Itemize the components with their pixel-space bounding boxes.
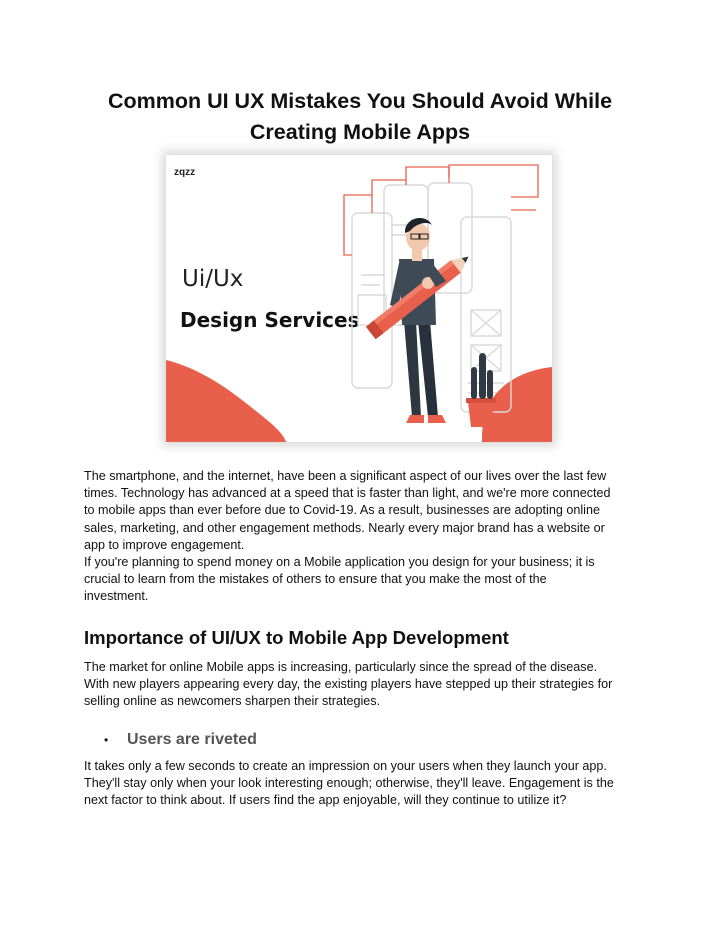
text-line: investment.	[84, 589, 149, 604]
title-line: Common UI UX Mistakes You Should Avoid While	[107, 89, 613, 113]
text-line: crucial to learn from the mistakes of others to ensure that you make the most of the	[84, 572, 547, 587]
text-line: With new players appearing every day, the existing players have stepped up their strategies for	[84, 677, 613, 692]
text-line: They'll stay only when your look interesting enough; otherwise, they'll leave. Engagement is the	[84, 776, 614, 791]
text-line: It takes only a few seconds to create an impression on your users when they launch your app.	[84, 759, 607, 773]
text-line: to mobile apps than ever before due to Covid-19. As a result, businesses are adopting online	[84, 503, 600, 518]
title-line: Creating Mobile Apps	[249, 120, 471, 144]
section-paragraph	[84, 659, 644, 711]
text-line: times. Technology has advanced at a speed that is faster than light, and we're more connected	[84, 486, 611, 501]
subsection-paragraph	[84, 758, 644, 810]
text-line: next factor to think about. If users find the app enjoyable, will they continue to utilize it?	[84, 793, 567, 808]
hero-image	[166, 155, 552, 442]
page-title	[60, 86, 660, 148]
hero-line-1: Ui/Ux	[182, 266, 244, 292]
brand-logo: zqzz	[174, 167, 196, 178]
text-line: If you're planning to spend money on a Mobile application you design for your business; it is	[84, 555, 595, 570]
hero-line-2: Design Services	[180, 308, 360, 332]
hero-illustration	[166, 155, 552, 442]
designer-figure	[366, 218, 474, 423]
text-line: sales, marketing, and other engagement methods. Nearly every major brand has a website or	[84, 520, 605, 535]
text-line: selling online as newcomers sharpen their strategies.	[84, 694, 381, 709]
subsection-heading: Users are riveted	[127, 731, 257, 748]
text-line: The market for online Mobile apps is increasing, particularly since the spread of the disease.	[84, 660, 598, 674]
text-line: app to improve engagement.	[84, 537, 245, 552]
text-line: The smartphone, and the internet, have been a significant aspect of our lives over the last few	[84, 469, 607, 483]
section-heading: Importance of UI/UX to Mobile App Development	[84, 627, 509, 648]
flow-arrows	[344, 165, 538, 255]
intro-paragraph	[84, 468, 644, 606]
accent-blob-left	[166, 360, 286, 442]
bullet-marker: •	[104, 733, 109, 747]
